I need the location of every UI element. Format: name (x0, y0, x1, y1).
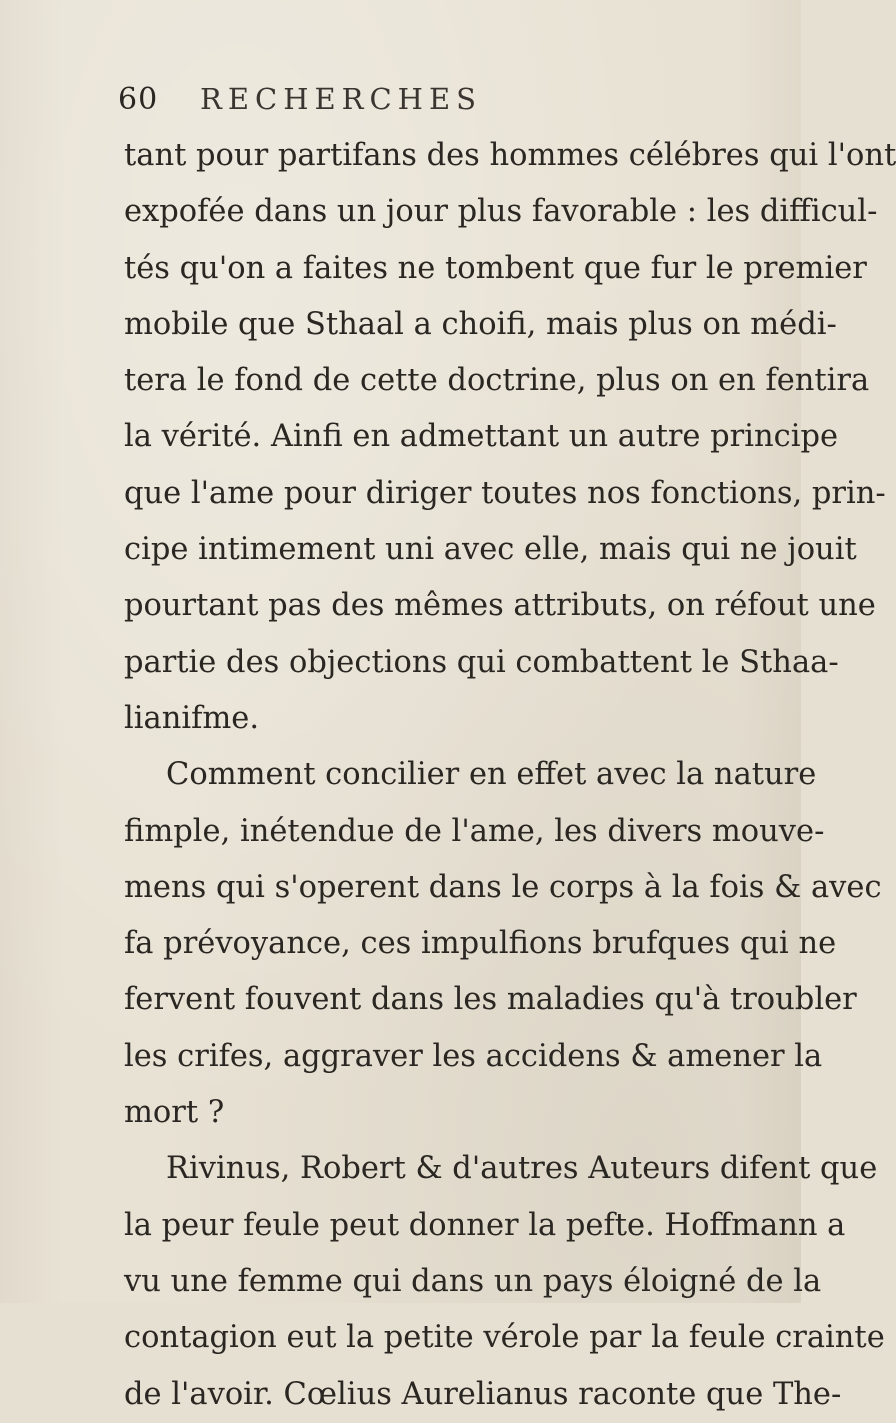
text-line: expofée dans un jour plus favorable : les difficul- (124, 194, 878, 230)
text-line: mobile que Sthaal a choifi, mais plus on médi- (124, 306, 837, 342)
paragraph-start-line: Rivinus, Robert & d'autres Auteurs difent que (166, 1151, 878, 1187)
text-line: partie des objections qui combattent le Sthaa- (124, 644, 839, 680)
running-title: RECHERCHES (200, 82, 483, 116)
body-text (124, 128, 896, 1423)
text-line: les crifes, aggraver les accidens & amener la (124, 1038, 823, 1074)
text-line: tant pour partifans des hommes célébres qui l'ont (124, 138, 896, 173)
paragraph-start-line: Comment concilier en effet avec la nature (166, 757, 817, 793)
text-line: tera le fond de cette doctrine, plus on en fentira (124, 363, 870, 399)
text-line: que l'ame pour diriger toutes nos fonctions, prin- (124, 475, 886, 511)
text-line: mens qui s'operent dans le corps à la fois & avec (124, 869, 882, 905)
text-line: lianifme. (124, 700, 260, 736)
text-line: tés qu'on a faites ne tombent que fur le premier (124, 250, 867, 286)
page-number: 60 (118, 82, 159, 117)
text-line: fa prévoyance, ces impulfions brufques qui ne (124, 926, 837, 962)
text-line: fimple, inétendue de l'ame, les divers mouve- (124, 813, 825, 849)
text-line: mort ? (124, 1095, 225, 1131)
text-line: la peur feule peut donner la pefte. Hoffmann a (124, 1207, 846, 1243)
text-line: fervent fouvent dans les maladies qu'à troubler (124, 982, 857, 1018)
text-line: la vérité. Ainfi en admettant un autre principe (124, 419, 839, 455)
text-line: contagion eut la petite vérole par la feule crainte (124, 1320, 885, 1356)
text-line: de l'avoir. Cœlius Aurelianus raconte que The- (124, 1376, 842, 1412)
text-line: vu une femme qui dans un pays éloigné de la (124, 1263, 822, 1299)
text-line: cipe intimement uni avec elle, mais qui ne jouit (124, 532, 857, 568)
page-header (118, 82, 758, 122)
text-line: pourtant pas des mêmes attributs, on réfout une (124, 588, 876, 624)
